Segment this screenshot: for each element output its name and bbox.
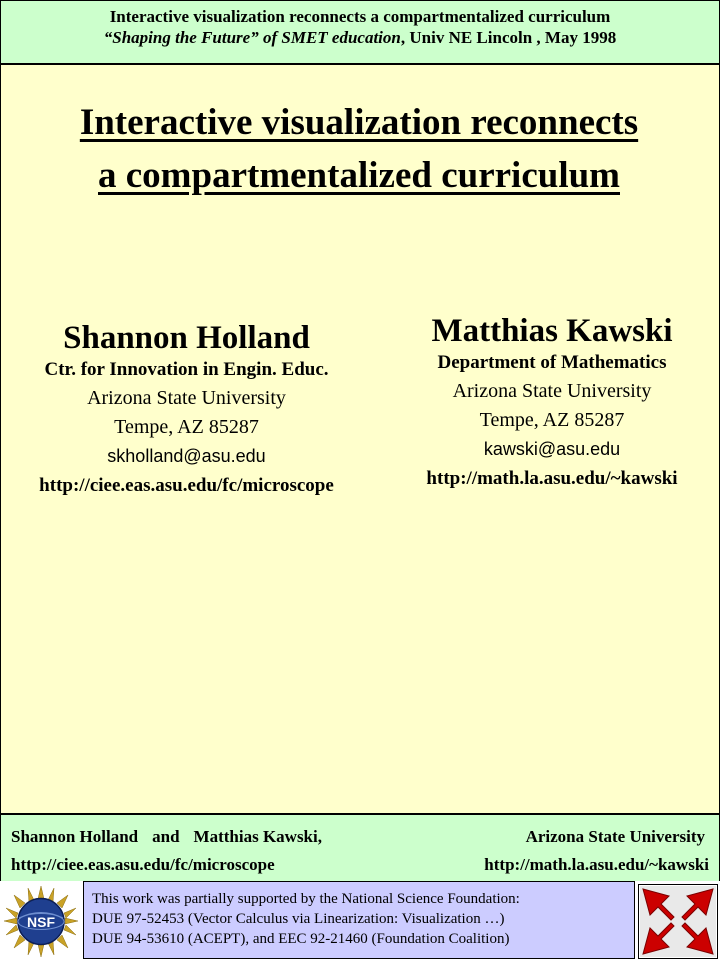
nsf-logo-graphic — [2, 885, 80, 958]
footer-university: Arizona State University — [525, 827, 705, 846]
author-left-dept: Ctr. for Innovation in Engin. Educ. — [44, 359, 329, 380]
author-right-url[interactable]: http://math.la.asu.edu/~kawski — [426, 468, 678, 489]
funding-line-1: This work was partially supported by the National Science Foundation: — [92, 891, 520, 907]
author-left-university: Arizona State University — [87, 387, 286, 409]
header-event-location: , Univ NE Lincoln , May 1998 — [400, 28, 617, 47]
footer-url-right[interactable]: http://math.la.asu.edu/~kawski — [484, 855, 709, 874]
author-right-email[interactable]: kawski@asu.edu — [483, 439, 621, 459]
emblem-graphic — [639, 885, 717, 958]
author-right — [386, 313, 718, 494]
header-event-name: “Shaping the Future” of SMET education — [103, 28, 401, 47]
author-left-name: Shannon Holland — [63, 320, 310, 356]
header-subtitle — [1, 27, 719, 49]
footer-banner — [0, 813, 720, 883]
author-right-city: Tempe, AZ 85287 — [479, 409, 625, 431]
author-left-city: Tempe, AZ 85287 — [114, 416, 259, 438]
page-title — [0, 96, 718, 202]
nsf-logo-text: NSF — [27, 914, 55, 930]
page-title-line1: Interactive visualization reconnects — [79, 102, 639, 143]
funding-line-2: DUE 97-52453 (Vector Calculus via Linearization: Visualization …) — [92, 911, 505, 927]
four-arrow-emblem-icon — [638, 884, 718, 959]
footer-authors — [11, 827, 322, 847]
author-right-university: Arizona State University — [452, 380, 652, 402]
footer-and: and — [152, 827, 180, 846]
author-right-dept: Department of Mathematics — [437, 352, 667, 373]
footer-name-1: Shannon Holland — [11, 827, 139, 846]
footer-name-2: Matthias Kawski, — [193, 827, 322, 846]
nsf-logo-icon — [2, 885, 80, 958]
author-right-name: Matthias Kawski — [431, 313, 673, 349]
header-title: Interactive visualization reconnects a compartmentalized curriculum — [109, 7, 611, 26]
author-left-email[interactable]: skholland@asu.edu — [107, 446, 266, 466]
funding-line-3: DUE 94-53610 (ACEPT), and EEC 92-21460 (Foundation Coalition) — [92, 931, 510, 947]
header-banner — [0, 0, 720, 65]
author-left — [0, 320, 379, 501]
footer-url-left[interactable]: http://ciee.eas.asu.edu/fc/microscope — [11, 855, 275, 874]
page-title-line2: a compartmentalized curriculum — [98, 155, 620, 196]
funding-box — [83, 881, 635, 959]
credits-bar — [0, 881, 720, 960]
author-left-url[interactable]: http://ciee.eas.asu.edu/fc/microscope — [39, 475, 334, 496]
